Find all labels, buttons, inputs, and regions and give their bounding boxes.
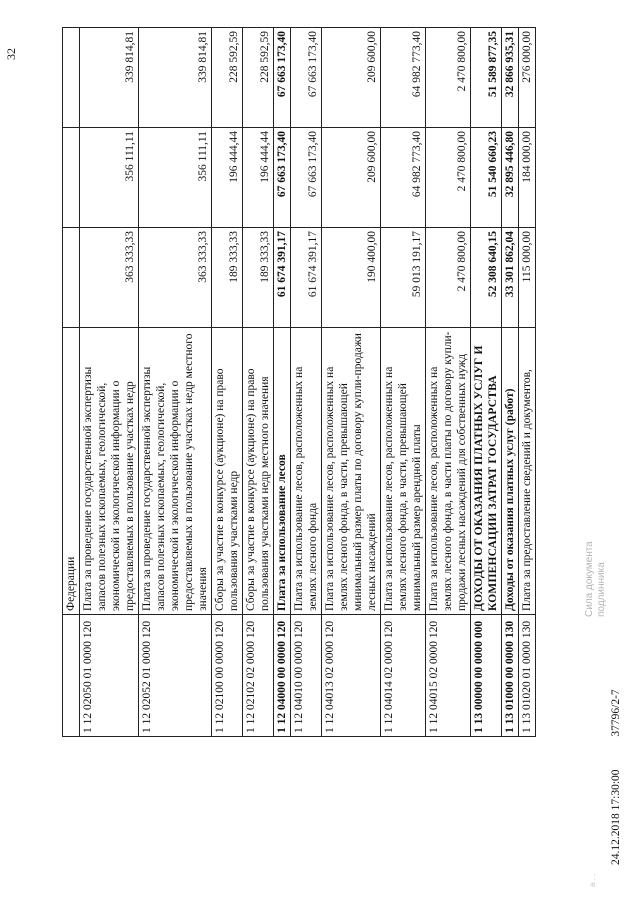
scan-corner-marks: а . .: [588, 873, 597, 887]
amount-year-3-cell: 67 663 173,40: [291, 28, 322, 128]
amount-year-1-cell: 189 333,33: [243, 228, 274, 328]
amount-year-2-cell: 356 111,11: [80, 128, 139, 228]
table-row: [426, 28, 471, 737]
budget-revenue-table: [62, 27, 536, 737]
budget-code-cell: 1 12 04014 02 0000 120: [381, 615, 426, 737]
amount-year-2-cell: 209 600,00: [322, 128, 381, 228]
table-row: [243, 28, 274, 737]
budget-code-cell: 1 13 01020 01 0000 130: [519, 615, 536, 737]
amount-year-2-cell: 184 000,00: [519, 128, 536, 228]
table-row: [519, 28, 536, 737]
budget-code-cell: 1 12 04015 02 0000 120: [426, 615, 471, 737]
footer-doc-id: 37796/2-7: [610, 689, 622, 737]
table-row: [212, 28, 243, 737]
budget-code-cell: 1 13 01000 00 0000 130: [502, 615, 519, 737]
budget-code-cell: 1 12 02052 01 0000 120: [139, 615, 212, 737]
amount-year-2-cell: 2 470 800,00: [426, 128, 471, 228]
amount-year-3-cell: 339 814,81: [80, 28, 139, 128]
amount-year-3-cell: [63, 28, 80, 128]
table-row: [502, 28, 519, 737]
amount-year-2-cell: 32 895 446,80: [502, 128, 519, 228]
amount-year-3-cell: 228 592,59: [212, 28, 243, 128]
footer-datetime: 24.12.2018 17:30:00: [610, 769, 622, 865]
amount-year-3-cell: 228 592,59: [243, 28, 274, 128]
amount-year-1-cell: 61 674 391,17: [291, 228, 322, 328]
amount-year-3-cell: 209 600,00: [322, 28, 381, 128]
watermark-line-1: Сила документа: [584, 541, 595, 617]
amount-year-2-cell: 196 444,44: [212, 128, 243, 228]
table-row: [63, 28, 80, 737]
income-name-cell: Плата за использование лесов, расположенных на землях лесного фонда, в части платы по договору купли-продажи лесных насаждений для собственных нужд: [426, 328, 471, 615]
income-name-cell: Сборы за участие в конкурсе (аукционе) на право пользования участками недр: [212, 328, 243, 615]
amount-year-3-cell: 32 866 935,31: [502, 28, 519, 128]
income-name-cell: Плата за проведение государственной экспертизы запасов полезных ископаемых, геологической, экономической и экологической информации о предоставляемых в пользование участках недр: [80, 328, 139, 615]
income-name-cell: Плата за предоставление сведений и документов,: [519, 328, 536, 615]
table-row: [291, 28, 322, 737]
watermark: [584, 541, 607, 617]
amount-year-3-cell: 67 663 173,40: [274, 28, 291, 128]
amount-year-1-cell: 363 333,33: [139, 228, 212, 328]
footer-stamp: [610, 659, 622, 865]
amount-year-3-cell: 51 589 877,35: [471, 28, 502, 128]
budget-code-cell: 1 12 04013 02 0000 120: [322, 615, 381, 737]
amount-year-2-cell: 51 540 660,23: [471, 128, 502, 228]
budget-code-cell: 1 12 02100 00 0000 120: [212, 615, 243, 737]
budget-code-cell: 1 12 02102 02 0000 120: [243, 615, 274, 737]
amount-year-2-cell: 67 663 173,40: [291, 128, 322, 228]
income-name-cell: Плата за использование лесов: [274, 328, 291, 615]
table-row: [80, 28, 139, 737]
income-name-cell: Доходы от оказания платных услуг (работ): [502, 328, 519, 615]
table-row: [381, 28, 426, 737]
amount-year-1-cell: [63, 228, 80, 328]
amount-year-2-cell: 64 982 773,40: [381, 128, 426, 228]
amount-year-2-cell: [63, 128, 80, 228]
amount-year-2-cell: 196 444,44: [243, 128, 274, 228]
amount-year-1-cell: 190 400,00: [322, 228, 381, 328]
watermark-line-2: подлинника: [595, 562, 607, 617]
amount-year-2-cell: 356 111,11: [139, 128, 212, 228]
amount-year-1-cell: 363 333,33: [80, 228, 139, 328]
income-name-cell: Сборы за участие в конкурсе (аукционе) на право пользования участками недр местного значения: [243, 328, 274, 615]
amount-year-3-cell: 64 982 773,40: [381, 28, 426, 128]
table-row: [274, 28, 291, 737]
amount-year-1-cell: 115 000,00: [519, 228, 536, 328]
budget-code-cell: 1 12 04010 00 0000 120: [291, 615, 322, 737]
amount-year-1-cell: 59 013 191,17: [381, 228, 426, 328]
amount-year-1-cell: 52 308 640,15: [471, 228, 502, 328]
budget-code-cell: 1 12 02050 01 0000 120: [80, 615, 139, 737]
amount-year-1-cell: 189 333,33: [212, 228, 243, 328]
budget-code-cell: 1 12 04000 00 0000 120: [274, 615, 291, 737]
amount-year-3-cell: 2 470 800,00: [426, 28, 471, 128]
income-name-cell: Плата за использование лесов, расположенных на землях лесного фонда, в части, превышающей минимальный размер арендной платы: [381, 328, 426, 615]
budget-code-cell: 1 13 00000 00 0000 000: [471, 615, 502, 737]
table-row: [139, 28, 212, 737]
table-row: [471, 28, 502, 737]
page-number: 32: [4, 48, 18, 60]
income-name-cell: Плата за использование лесов, расположенных на землях лесного фонда: [291, 328, 322, 615]
amount-year-1-cell: 33 301 862,04: [502, 228, 519, 328]
income-name-cell: Федерации: [63, 328, 80, 615]
amount-year-1-cell: 61 674 391,17: [274, 228, 291, 328]
income-name-cell: ДОХОДЫ ОТ ОКАЗАНИЯ ПЛАТНЫХ УСЛУГ И КОМПЕНСАЦИИ ЗАТРАТ ГОСУДАРСТВА: [471, 328, 502, 615]
budget-code-cell: [63, 615, 80, 737]
income-name-cell: Плата за проведение государственной экспертизы запасов полезных ископаемых, геологической, экономической и экологической информации о предоставляемых в пользование участках недр местного значения: [139, 328, 212, 615]
amount-year-3-cell: 339 814,81: [139, 28, 212, 128]
amount-year-1-cell: 2 470 800,00: [426, 228, 471, 328]
income-name-cell: Плата за использование лесов, расположенных на землях лесного фонда, в части, превышающей минимальный размер платы по договору купли-продажи лесных насаждений: [322, 328, 381, 615]
amount-year-2-cell: 67 663 173,40: [274, 128, 291, 228]
table-row: [322, 28, 381, 737]
amount-year-3-cell: 276 000,00: [519, 28, 536, 128]
table-body: [63, 28, 536, 737]
